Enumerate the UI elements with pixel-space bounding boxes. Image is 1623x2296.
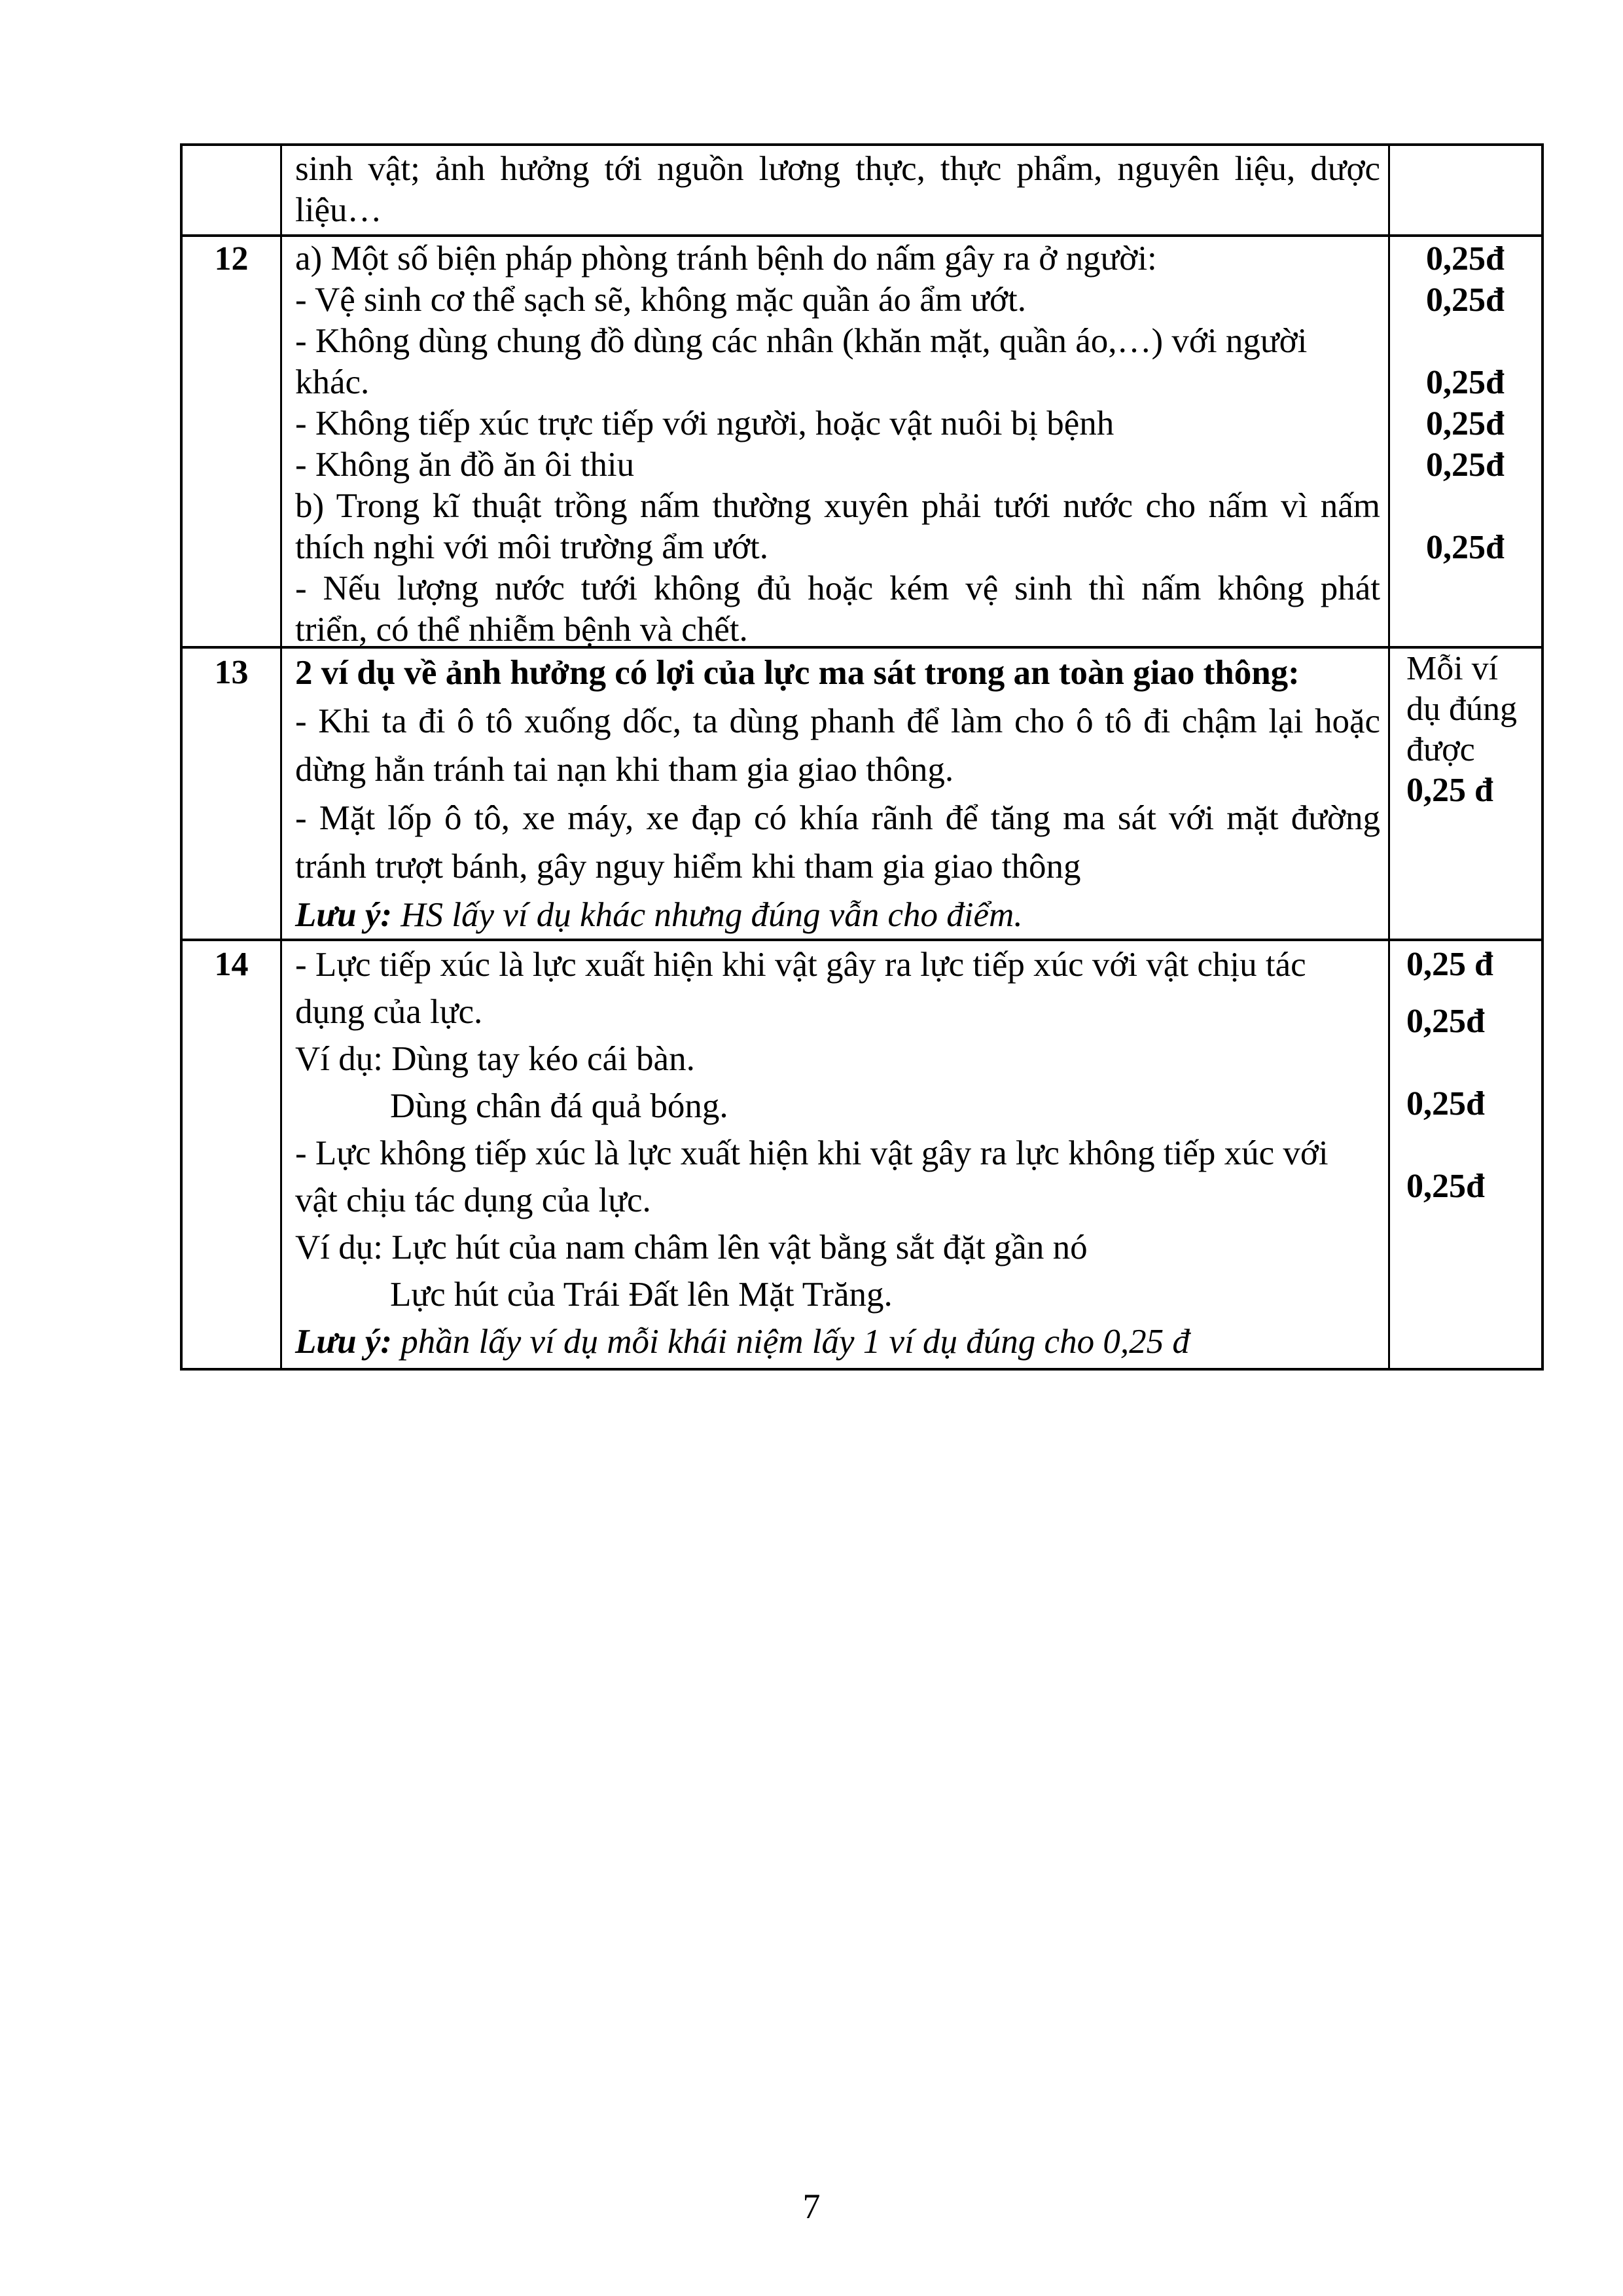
score-note: Mỗi ví: [1406, 650, 1499, 687]
table-row: [183, 939, 1541, 1368]
score-cell: [1392, 146, 1541, 234]
score: 0,25đ: [1426, 446, 1505, 484]
table-row: [183, 146, 1541, 234]
score: [1406, 321, 1541, 362]
answer-line: Dùng chân đá quả bóng.: [390, 1087, 728, 1125]
note-label: Lưu ý:: [295, 1323, 393, 1361]
score: 0,25đ: [1426, 529, 1505, 566]
answer-line: - Lực không tiếp xúc là lực xuất hiện khi vật gây ra lực không tiếp xúc với: [295, 1134, 1329, 1172]
answer-line: - Không dùng chung đồ dùng các nhân (khăn mặt, quần áo,…) với người: [295, 322, 1308, 360]
score: 0,25đ: [1426, 240, 1505, 278]
note-label: Lưu ý:: [295, 896, 393, 934]
answer-line: a) Một số biện pháp phòng tránh bệnh do nấm gây ra ở người:: [295, 240, 1157, 278]
answer-cell: [282, 649, 1390, 939]
score-cell: [1392, 649, 1541, 939]
answer-line: tránh trượt bánh, gây nguy hiểm khi tham gia giao thông: [295, 848, 1081, 886]
score: 0,25đ: [1406, 1085, 1485, 1122]
score: 0,25đ: [1426, 281, 1505, 319]
note-text: phần lấy ví dụ mỗi khái niệm lấy 1 ví dụ đúng cho 0,25 đ: [392, 1323, 1190, 1361]
score-note: dụ đúng: [1406, 691, 1517, 728]
score: [1406, 486, 1541, 527]
score: 0,25 đ: [1406, 946, 1493, 983]
note-line: [295, 891, 1380, 939]
score-cell: [1392, 941, 1541, 1368]
answer-line: - Nếu lượng nước tưới không đủ hoặc kém vệ sinh thì nấm không phát: [295, 569, 1380, 607]
answer-line: thích nghi với môi trường ẩm ướt.: [295, 528, 769, 566]
answer-line: b) Trong kĩ thuật trồng nấm thường xuyên phải tưới nước cho nấm vì nấm: [295, 487, 1380, 525]
answer-cell: [282, 237, 1390, 649]
answer-cell: [282, 146, 1390, 234]
score: 0,25đ: [1406, 1168, 1485, 1205]
score: 0,25đ: [1426, 405, 1505, 442]
answer-line: - Lực tiếp xúc là lực xuất hiện khi vật gây ra lực tiếp xúc với vật chịu tác: [295, 946, 1306, 984]
table-row: [183, 234, 1541, 649]
score-cell: [1392, 237, 1541, 646]
score: 0,25 đ: [1406, 772, 1493, 809]
question-number: [183, 146, 282, 234]
score: 0,25đ: [1426, 364, 1505, 401]
answer-line: vật chịu tác dụng của lực.: [295, 1181, 651, 1219]
page-number: 7: [802, 2187, 821, 2226]
answer-line: - Không tiếp xúc trực tiếp với người, hoặc vật nuôi bị bệnh: [295, 404, 1115, 442]
score: 0,25đ: [1406, 1003, 1485, 1040]
answer-line: - Vệ sinh cơ thể sạch sẽ, không mặc quần áo ẩm ướt.: [295, 281, 1027, 319]
question-number: 14: [183, 941, 282, 1368]
answer-line: Ví dụ: Dùng tay kéo cái bàn.: [295, 1040, 695, 1078]
answer-cell: [282, 941, 1390, 1368]
answer-line: Lực hút của Trái Đất lên Mặt Trăng.: [390, 1276, 893, 1314]
answer-line: dụng của lực.: [295, 993, 483, 1031]
question-number: 13: [183, 649, 282, 939]
answer-line: liệu…: [295, 191, 382, 229]
answer-table: [180, 143, 1544, 1371]
answer-line: - Không ăn đồ ăn ôi thiu: [295, 446, 635, 484]
answer-line: khác.: [295, 363, 370, 401]
note-text: HS lấy ví dụ khác nhưng đúng vẫn cho điểm.: [392, 896, 1023, 934]
answer-line: - Khi ta đi ô tô xuống dốc, ta dùng phanh để làm cho ô tô đi chậm lại hoặc: [295, 702, 1380, 740]
table-row: [183, 646, 1541, 939]
note-line: [295, 1318, 1380, 1365]
score-note: được: [1406, 731, 1475, 768]
answer-line: dừng hẳn tránh tai nạn khi tham gia giao thông.: [295, 751, 954, 789]
answer-line: - Mặt lốp ô tô, xe máy, xe đạp có khía rãnh để tăng ma sát với mặt đường: [295, 799, 1380, 837]
answer-line: Ví dụ: Lực hút của nam châm lên vật bằng sắt đặt gần nó: [295, 1229, 1088, 1266]
question-number: 12: [183, 237, 282, 646]
answer-heading: 2 ví dụ về ảnh hưởng có lợi của lực ma sát trong an toàn giao thông:: [295, 654, 1300, 692]
answer-line: sinh vật; ảnh hưởng tới nguồn lương thực, thực phẩm, nguyên liệu, dược: [295, 150, 1380, 188]
answer-line: triển, có thể nhiễm bệnh và chết.: [295, 611, 748, 649]
